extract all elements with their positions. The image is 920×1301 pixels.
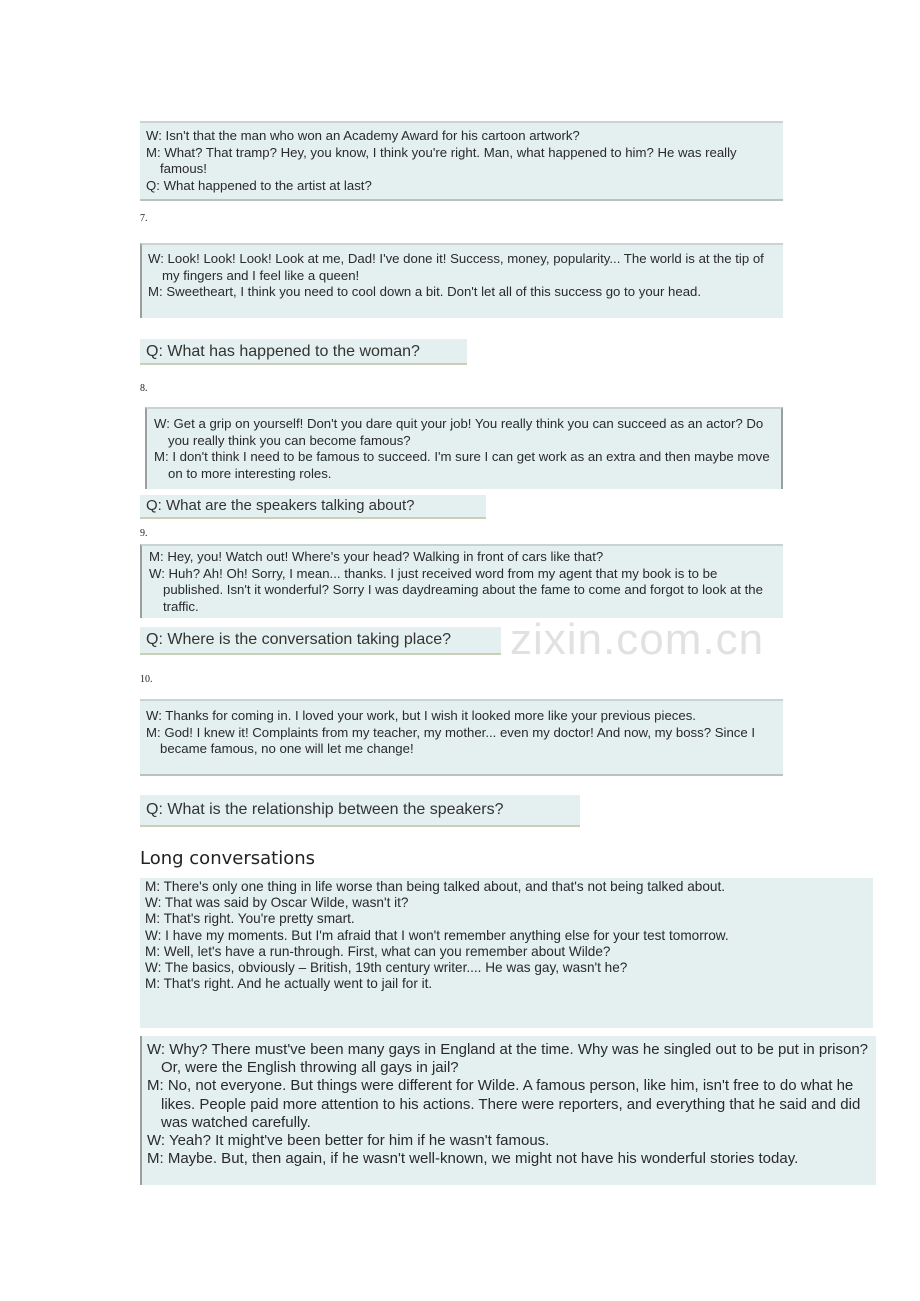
dialogue-line: W: Isn't that the man who won an Academy Award for his cartoon artwork? — [146, 128, 580, 143]
dialogue-line: M: Well, let's have a run-through. First, what can you remember about Wilde? — [145, 943, 611, 959]
dialogue-line: M: Sweetheart, I think you need to cool down a bit. Don't let all of this success go to your head. — [148, 284, 702, 299]
dialogue-line: M: No, not everyone. But things were different for Wilde. A famous person, like him, isn't free to do what he likes. People paid more attention to his actions. There were reporters, and everything that he said and did was watched carefully. — [147, 1077, 861, 1131]
dialogue-line: M: God! I knew it! Complaints from my teacher, my mother... even my doctor! And now, my boss? Since I became famous, no one will let me change! — [146, 724, 756, 756]
dialogue-box-6 — [140, 121, 783, 201]
dialogue-line: M: I don't think I need to be famous to succeed. I'm sure I can get work as an extra and then maybe move on to more interesting roles. — [154, 449, 770, 481]
watermark: zixin.com.cn — [510, 615, 765, 664]
dialogue-line: W: Why? There must've been many gays in England at the time. Why was he singled out to be put in prison? Or, were the English throwing all gays in jail? — [147, 1041, 869, 1077]
question-7: Q: What has happened to the woman? — [140, 339, 467, 365]
dialogue-line: M: Maybe. But, then again, if he wasn't well-known, we might not have his wonderful stories today. — [147, 1150, 799, 1168]
dialogue-line: W: Huh? Ah! Oh! Sorry, I mean... thanks. I just received word from my agent that my book is to be published. Isn't it wonderful? Sorry I was daydreaming about the fame to come and forgot to look at the traffic. — [149, 565, 763, 614]
dialogue-box-10 — [140, 699, 783, 776]
dialogue-line: W: Get a grip on yourself! Don't you dare quit your job! You really think you can succeed as an actor? Do you really think you can become famous? — [154, 416, 764, 448]
question-number: 9. — [140, 528, 148, 539]
section-heading: Long conversations — [140, 848, 315, 869]
long-conversation-part-1 — [140, 878, 873, 1028]
dialogue-line: M: That's right. You're pretty smart. — [145, 911, 355, 927]
dialogue-box-9 — [140, 544, 783, 618]
dialogue-line: M: There's only one thing in life worse than being talked about, and that's not being talked about. — [145, 879, 726, 894]
dialogue-line: M: That's right. And he actually went to jail for it. — [145, 976, 433, 992]
dialogue-line: W: Look! Look! Look! Look at me, Dad! I've done it! Success, money, popularity... The world is at the tip of my fingers and I feel like a queen! — [148, 251, 764, 283]
dialogue-line: M: Hey, you! Watch out! Where's your head? Walking in front of cars like that? — [149, 549, 604, 564]
dialogue-line: M: What? That tramp? Hey, you know, I think you're right. Man, what happened to him? He was really famous! — [146, 144, 737, 176]
dialogue-line: W: Thanks for coming in. I loved your work, but I wish it looked more like your previous pieces. — [146, 708, 696, 723]
long-conversation-part-2 — [140, 1036, 876, 1185]
dialogue-line: Q: What happened to the artist at last? — [146, 177, 372, 193]
question-9: Q: Where is the conversation taking place? — [140, 627, 501, 655]
dialogue-line: W: Yeah? It might've been better for him if he wasn't famous. — [147, 1132, 550, 1150]
question-number: 7. — [140, 213, 148, 224]
question-number: 8. — [140, 383, 148, 394]
question-10: Q: What is the relationship between the speakers? — [140, 795, 580, 827]
dialogue-line: W: The basics, obviously – British, 19th century writer.... He was gay, wasn't he? — [145, 960, 628, 976]
dialogue-line: W: I have my moments. But I'm afraid that I won't remember anything else for your test tomorrow. — [145, 927, 729, 943]
question-8: Q: What are the speakers talking about? — [140, 495, 486, 519]
question-number: 10. — [140, 674, 153, 685]
dialogue-box-7 — [140, 243, 783, 318]
dialogue-line: W: That was said by Oscar Wilde, wasn't it? — [145, 895, 409, 911]
dialogue-box-8 — [145, 407, 783, 489]
